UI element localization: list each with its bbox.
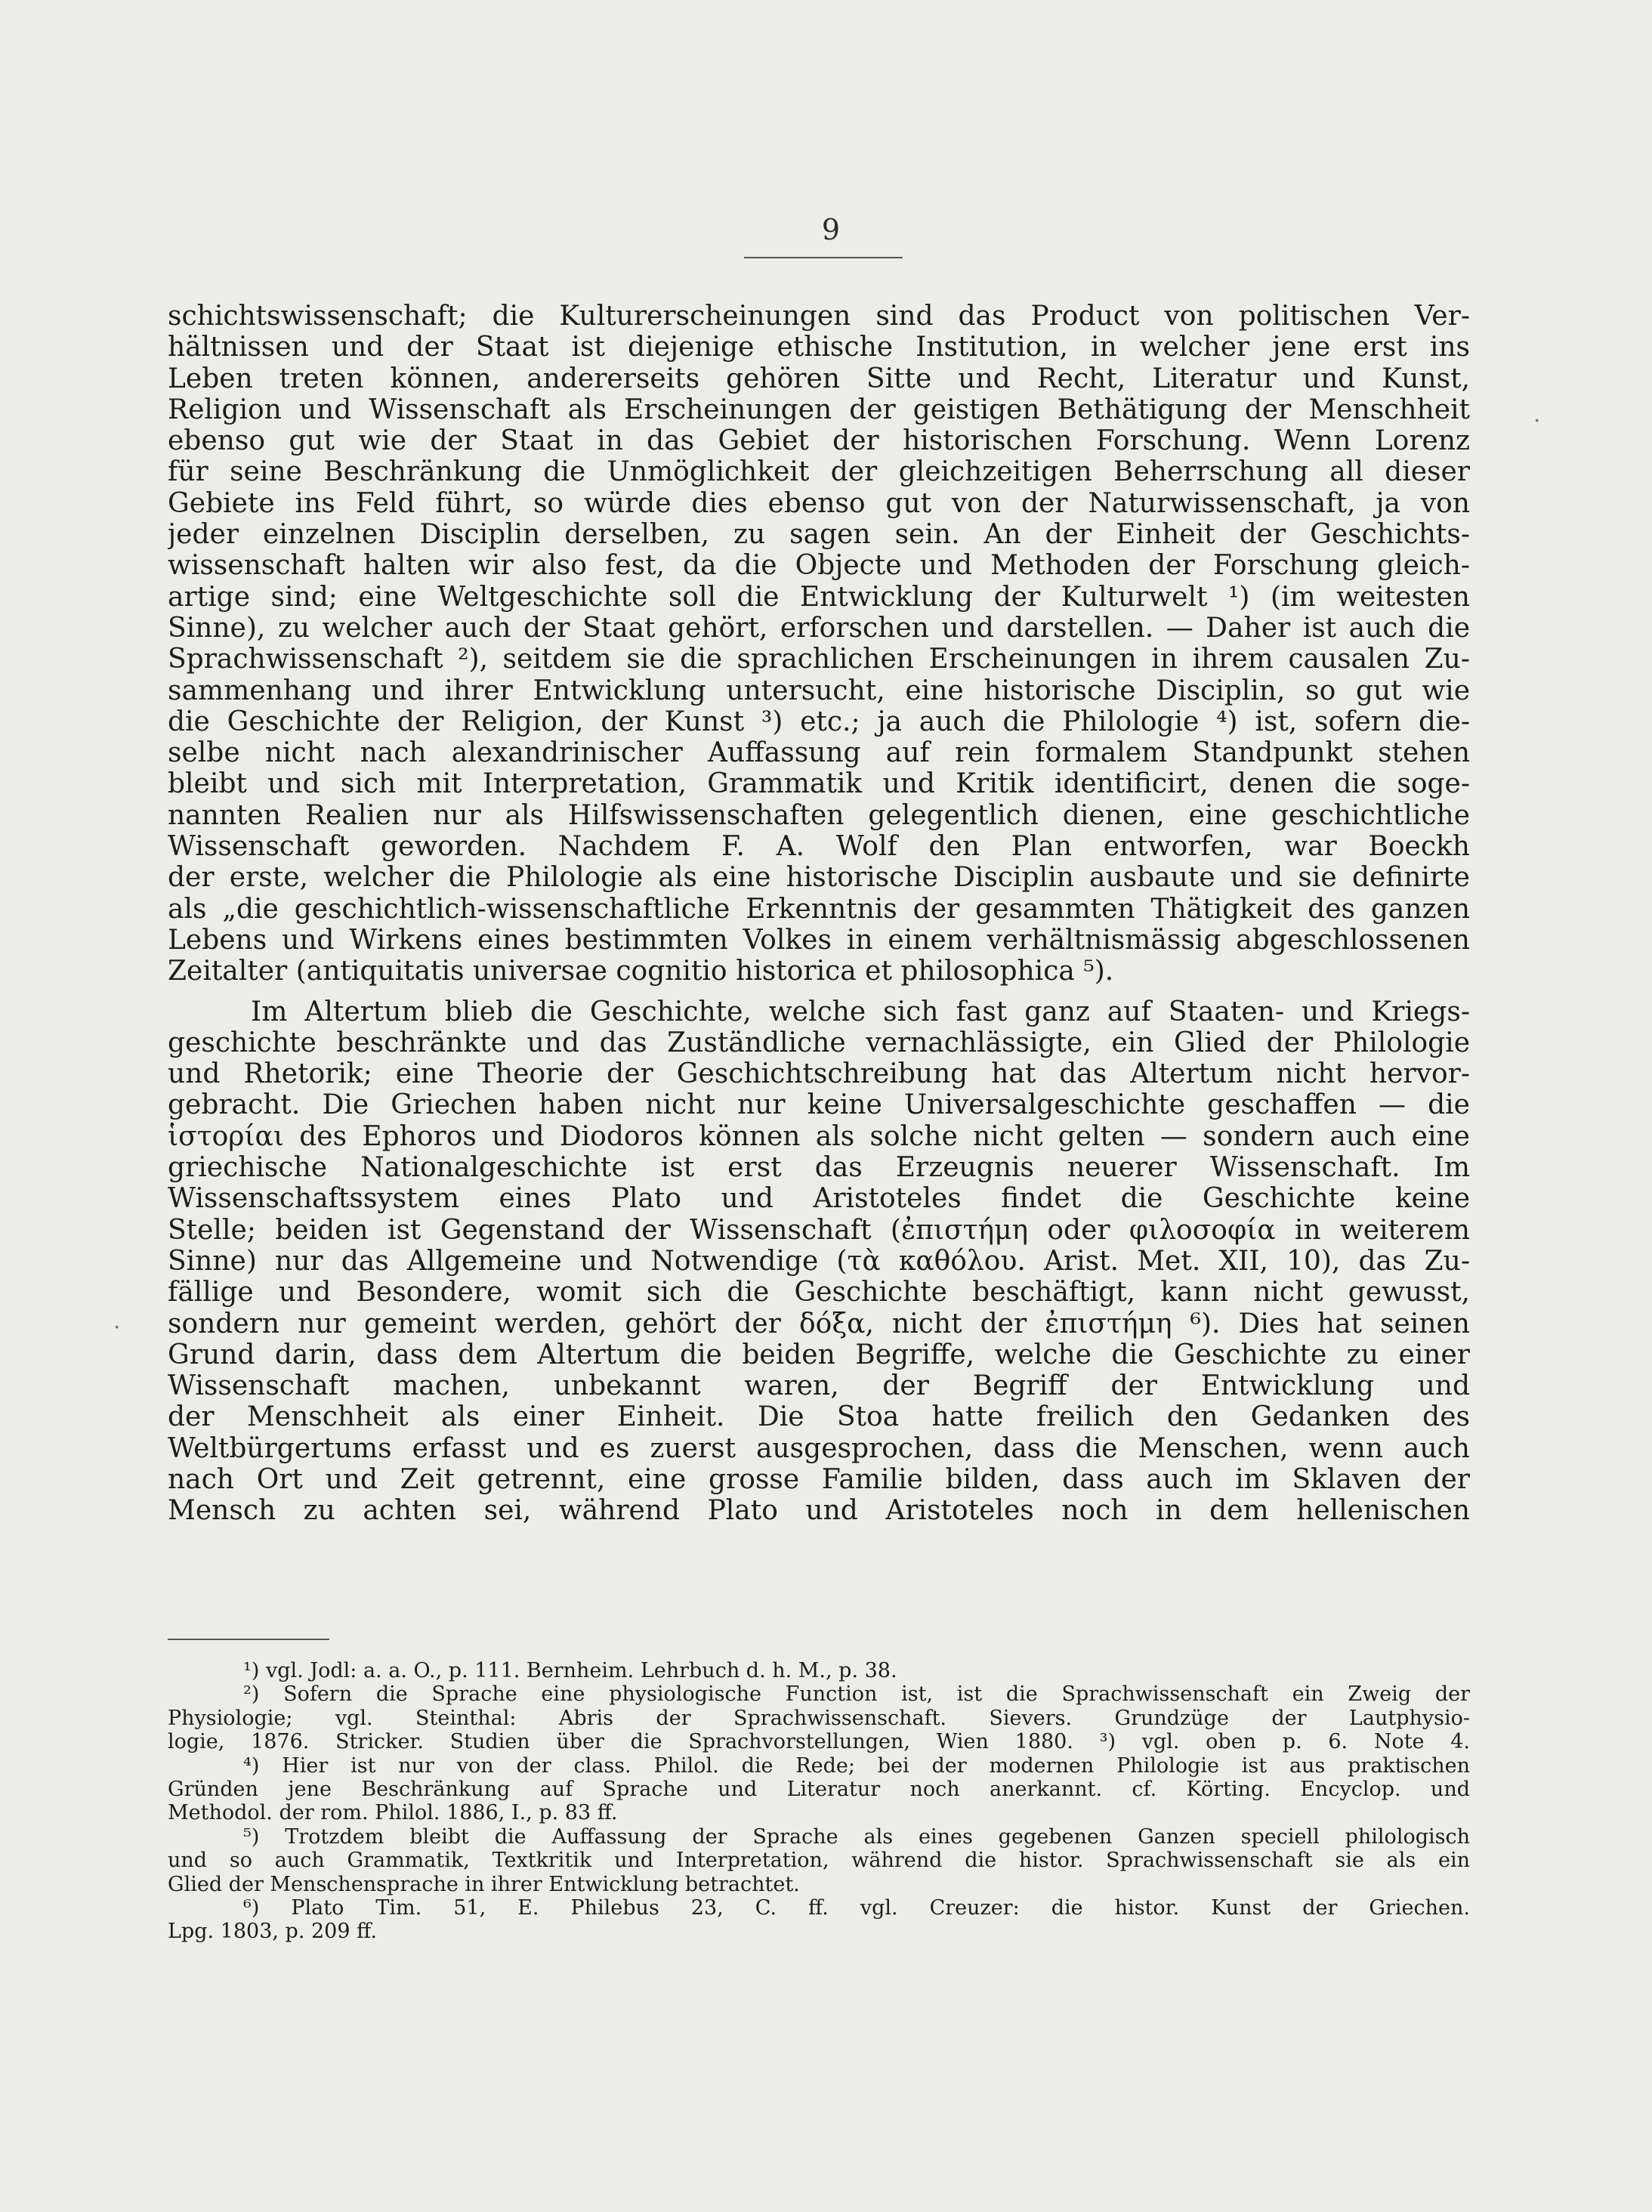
text-line: Gebiete ins Feld führt, so würde dies ebenso gut von der Naturwissenschaft, ja von	[168, 487, 1470, 519]
text-line: nannten Realien nur als Hilfswissenschaften gelegentlich dienen, eine geschichtliche	[168, 799, 1470, 831]
text-line: Weltbürgertums erfasst und es zuerst ausgesprochen, dass die Menschen, wenn auch	[168, 1432, 1470, 1464]
text-line: wissenschaft halten wir also fest, da die Objecte und Methoden der Forschung gleich-	[168, 550, 1470, 582]
text-line: für seine Beschränkung die Unmöglichkeit der gleichzeitigen Beherrschung all dieser	[168, 456, 1470, 488]
footnote-line: ⁵) Trotzdem bleibt die Auffassung der Sprache als eines gegebenen Ganzen speciell philologisch	[243, 1824, 1470, 1849]
text-line: griechische Nationalgeschichte ist erst das Erzeugnis neuerer Wissenschaft. Im	[168, 1152, 1470, 1184]
text-line: Lebens und Wirkens eines bestimmten Volkes in einem verhältnismässig abgeschlossenen	[168, 924, 1470, 956]
text-line: ebenso gut wie der Staat in das Gebiet der historischen Forschung. Wenn Lorenz	[168, 425, 1470, 457]
page-number: 9	[821, 213, 841, 246]
text-line: schichtswissenschaft; die Kulturerscheinungen sind das Product von politischen Ver-	[168, 301, 1470, 332]
text-line: jeder einzelnen Disciplin derselben, zu sagen sein. An der Einheit der Geschichts-	[168, 519, 1470, 551]
text-line: die Geschichte der Religion, der Kunst ³) etc.; ja auch die Philologie ⁴) ist, sofern die-	[168, 706, 1470, 737]
footnote-line: ⁴) Hier ist nur von der class. Philol. die Rede; bei der modernen Philologie ist aus praktischen	[243, 1753, 1470, 1778]
text-line: sondern nur gemeint werden, gehört der δόξα, nicht der ἐπιστήμη ⁶). Dies hat seinen	[168, 1308, 1470, 1339]
footnote-line: Lpg. 1803, p. 209 ff.	[168, 1920, 377, 1944]
text-line: Sprachwissenschaft ²), seitdem sie die sprachlichen Erscheinungen in ihrem causalen Zu-	[168, 644, 1470, 675]
footnote-line: ⁶) Plato Tim. 51, E. Philebus 23, C. ff. vgl. Creuzer: die histor. Kunst der Griechen.	[243, 1895, 1470, 1920]
text-line: Wissenschaft machen, unbekannt waren, der Begriff der Entwicklung und	[168, 1370, 1470, 1402]
text-line: der Menschheit als einer Einheit. Die Stoa hatte freilich den Gedanken des	[168, 1401, 1470, 1433]
footnote-line: und so auch Grammatik, Textkritik und Interpretation, während die histor. Sprachwissenschaft sie als ein	[168, 1849, 1470, 1873]
footnote-line: ¹) vgl. Jodl: a. a. O., p. 111. Bernheim. Lehrbuch d. h. M., p. 38.	[243, 1659, 897, 1682]
margin-mark: ·	[113, 1315, 121, 1341]
footnote-line: Physiologie; vgl. Steinthal: Abris der Sprachwissenschaft. Sievers. Grundzüge der Lautphysio-	[168, 1706, 1470, 1730]
text-line: hältnissen und der Staat ist diejenige ethische Institution, in welcher jene erst ins	[168, 332, 1470, 363]
text-line: ἱστορίαι des Ephoros und Diodoros können als solche nicht gelten — sondern auch eine	[168, 1120, 1470, 1152]
text-line: Mensch zu achten sei, während Plato und Aristoteles noch in dem hellenischen	[168, 1495, 1470, 1527]
body-text	[168, 301, 1470, 1527]
text-line: geschichte beschränkte und das Zuständliche vernachlässigte, ein Glied der Philologie	[168, 1027, 1470, 1058]
margin-mark: ·	[1533, 408, 1541, 434]
paragraph-gap	[168, 987, 1470, 996]
text-line: der erste, welcher die Philologie als eine historische Disciplin ausbaute und sie definirte	[168, 862, 1470, 894]
text-line: Zeitalter (antiquitatis universae cognitio historica et philosophica ⁵).	[168, 956, 1114, 987]
text-line: Stelle; beiden ist Gegenstand der Wissenschaft (ἐπιστήμη oder φιλοσοφία in weiterem	[168, 1214, 1470, 1246]
text-line: sammenhang und ihrer Entwicklung untersucht, eine historische Disciplin, so gut wie	[168, 675, 1470, 706]
footnote-line: Gründen jene Beschränkung auf Sprache und Literatur noch anerkannt. cf. Körting. Encyclop. und	[168, 1777, 1470, 1801]
text-line: Wissenschaft geworden. Nachdem F. A. Wolf den Plan entworfen, war Boeckh	[168, 831, 1470, 863]
text-line: bleibt und sich mit Interpretation, Grammatik und Kritik identificirt, denen die soge-	[168, 768, 1470, 800]
footnote-rule	[168, 1639, 329, 1640]
footnote-line: Glied der Menschensprache in ihrer Entwicklung betrachtet.	[168, 1872, 800, 1896]
text-line: Sinne), zu welcher auch der Staat gehört, erforschen und darstellen. — Daher ist auch die	[168, 612, 1470, 644]
footnote-line: logie, 1876. Stricker. Studien über die Sprachvorstellungen, Wien 1880. ³) vgl. oben p. 6. Note 4.	[168, 1730, 1470, 1754]
text-line: Grund darin, dass dem Altertum die beiden Begriffe, welche die Geschichte zu einer	[168, 1339, 1470, 1370]
text-line: und Rhetorik; eine Theorie der Geschichtschreibung hat das Altertum nicht hervor-	[168, 1058, 1470, 1090]
text-line: selbe nicht nach alexandrinischer Auffassung auf rein formalem Standpunkt stehen	[168, 737, 1470, 769]
footnote-line: ²) Sofern die Sprache eine physiologische Function ist, ist die Sprachwissenschaft ein Zweig der	[243, 1682, 1470, 1707]
text-line: Leben treten können, andererseits gehören Sitte und Recht, Literatur und Kunst,	[168, 363, 1470, 394]
text-line: Sinne) nur das Allgemeine und Notwendige (τὰ καθόλου. Arist. Met. XII, 10), das Zu-	[168, 1245, 1470, 1277]
text-line: fällige und Besondere, womit sich die Geschichte beschäftigt, kann nicht gewusst,	[168, 1277, 1470, 1308]
footnotes	[168, 1659, 1470, 1944]
text-line: artige sind; eine Weltgeschichte soll die Entwicklung der Kulturwelt ¹) (im weitesten	[168, 581, 1470, 613]
text-line: gebracht. Die Griechen haben nicht nur keine Universalgeschichte geschaffen — die	[168, 1089, 1470, 1121]
page-number-rule	[744, 257, 903, 258]
text-line: Wissenschaftssystem eines Plato und Aristoteles findet die Geschichte keine	[168, 1183, 1470, 1215]
text-line: nach Ort und Zeit getrennt, eine grosse Familie bilden, dass auch im Sklaven der	[168, 1463, 1470, 1495]
footnote-line: Methodol. der rom. Philol. 1886, I., p. 83 ff.	[168, 1801, 618, 1825]
text-line: als „die geschichtlich-wissenschaftliche Erkenntnis der gesammten Thätigkeit des ganzen	[168, 893, 1470, 925]
text-line: Im Altertum blieb die Geschichte, welche sich fast ganz auf Staaten- und Kriegs-	[251, 996, 1470, 1027]
text-line: Religion und Wissenschaft als Erscheinungen der geistigen Bethätigung der Menschheit	[168, 394, 1470, 425]
